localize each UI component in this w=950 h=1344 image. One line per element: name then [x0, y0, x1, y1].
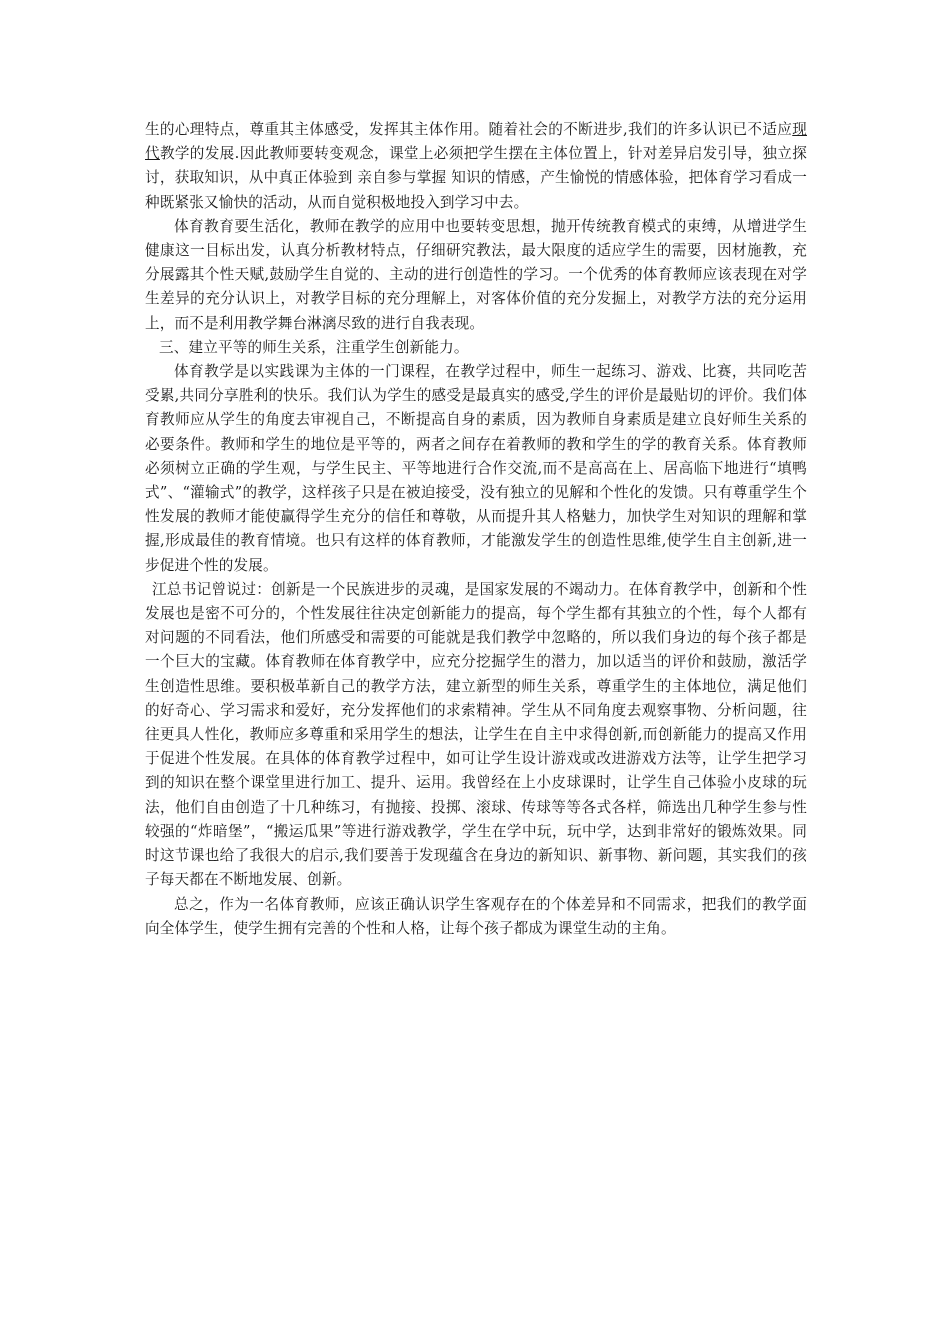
paragraph-2: 体育教育要生活化，教师在教学的应用中也要转变思想，抛开传统教育模式的束缚，从增进学生健康这一目标出发，认真分析教材特点，仔细研究教法，最大限度的适应学生的需要，因材施教，充分展露其个性天赋,鼓励学生自觉的、主动的进行创造性的学习。一个优秀的体育教师应该表现在对学生差异的充分认识上，对教学目标的充分理解上，对客体价值的充分发掘上，对教学方法的充分运用上，而不是利用教学舞台淋漓尽致的进行自我表现。	[145, 217, 807, 332]
document-body	[145, 118, 807, 941]
paragraph-6: 总之，作为一名体育教师，应该正确认识学生客观存在的个体差异和不同需求，把我们的教学面向全体学生，使学生拥有完善的个性和人格，让每个孩子都成为课堂生动的主角。	[145, 895, 807, 937]
paragraph-1-text-b: 教学的发展.因此教师要转变观念，课堂上必须把学生摆在主体位置上，针对差异启发引导，独立探讨，获取知识，从中真正体验到 亲自参与掌握 知识的情感，产生愉悦的情感体验，把体育学习看成一种既紧张又愉快的活动，从而自觉积极地投入到学习中去。	[145, 145, 807, 211]
paragraph-5: 江总书记曾说过：创新是一个民族进步的灵魂，是国家发展的不竭动力。在体育教学中，创新和个性发展也是密不可分的，个性发展往往决定创新能力的提高，每个学生都有其独立的个性，每个人都有对问题的不同看法，他们所感受和需要的可能就是我们教学中忽略的，所以我们身边的每个孩子都是一个巨大的宝藏。体育教师在体育教学中，应充分挖掘学生的潜力，加以适当的评价和鼓励，激活学生创造性思维。要积极革新自己的教学方法，建立新型的师生关系，尊重学生的主体地位，满足他们的好奇心、学习需求和爱好，充分发挥他们的求索精神。学生从不同角度去观察事物、分析问题，往往更具人性化，教师应多尊重和采用学生的想法，让学生在自主中求得创新,而创新能力的提高又作用于促进个性发展。在具体的体育教学过程中，如可让学生设计游戏或改进游戏方法等，让学生把学习到的知识在整个课堂里进行加工、提升、运用。我曾经在上小皮球课时，让学生自己体验小皮球的玩法，他们自由创造了十几种练习，有抛接、投掷、滚球、传球等等各式各样，筛选出几种学生参与性较强的“炸暗堡”，“搬运瓜果”等进行游戏教学，学生在学中玩，玩中学，达到非常好的锻炼效果。同时这节课也给了我很大的启示,我们要善于发现蕴含在身边的新知识、新事物、新问题，其实我们的孩子每天都在不断地发展、创新。	[145, 580, 807, 889]
paragraph-1-text-a: 生的心理特点，尊重其主体感受，发挥其主体作用。随着社会的不断进步,我们的许多认识已不适应	[145, 121, 793, 138]
paragraph-4: 体育教学是以实践课为主体的一门课程，在教学过程中，师生一起练习、游戏、比赛，共同吃苦受累,共同分享胜利的快乐。我们认为学生的感受是最真实的感受,学生的评价是最贴切的评价。我们体育教师应从学生的角度去审视自己，不断提高自身的素质，因为教师自身素质是建立良好师生关系的必要条件。教师和学生的地位是平等的，两者之间存在着教师的教和学生的学的教育关系。体育教师必须树立正确的学生观，与学生民主、平等地进行合作交流,而不是高高在上、居高临下地进行“填鸭式”、“灌输式”的教学，这样孩子只是在被迫接受，没有独立的见解和个性化的发馈。只有尊重学生个性发展的教师才能使赢得学生充分的信任和尊敬，从而提升其人格魅力，加快学生对知识的理解和掌握,形成最佳的教育情境。也只有这样的体育教师，才能激发学生的创造性思维,使学生自主创新,进一步促进个性的发展。	[145, 363, 807, 574]
paragraph-1	[145, 118, 807, 215]
section-heading-3: 三、建立平等的师生关系，注重学生创新能力。	[159, 338, 469, 356]
paragraph-1-underlined-word: 现代	[145, 121, 807, 163]
